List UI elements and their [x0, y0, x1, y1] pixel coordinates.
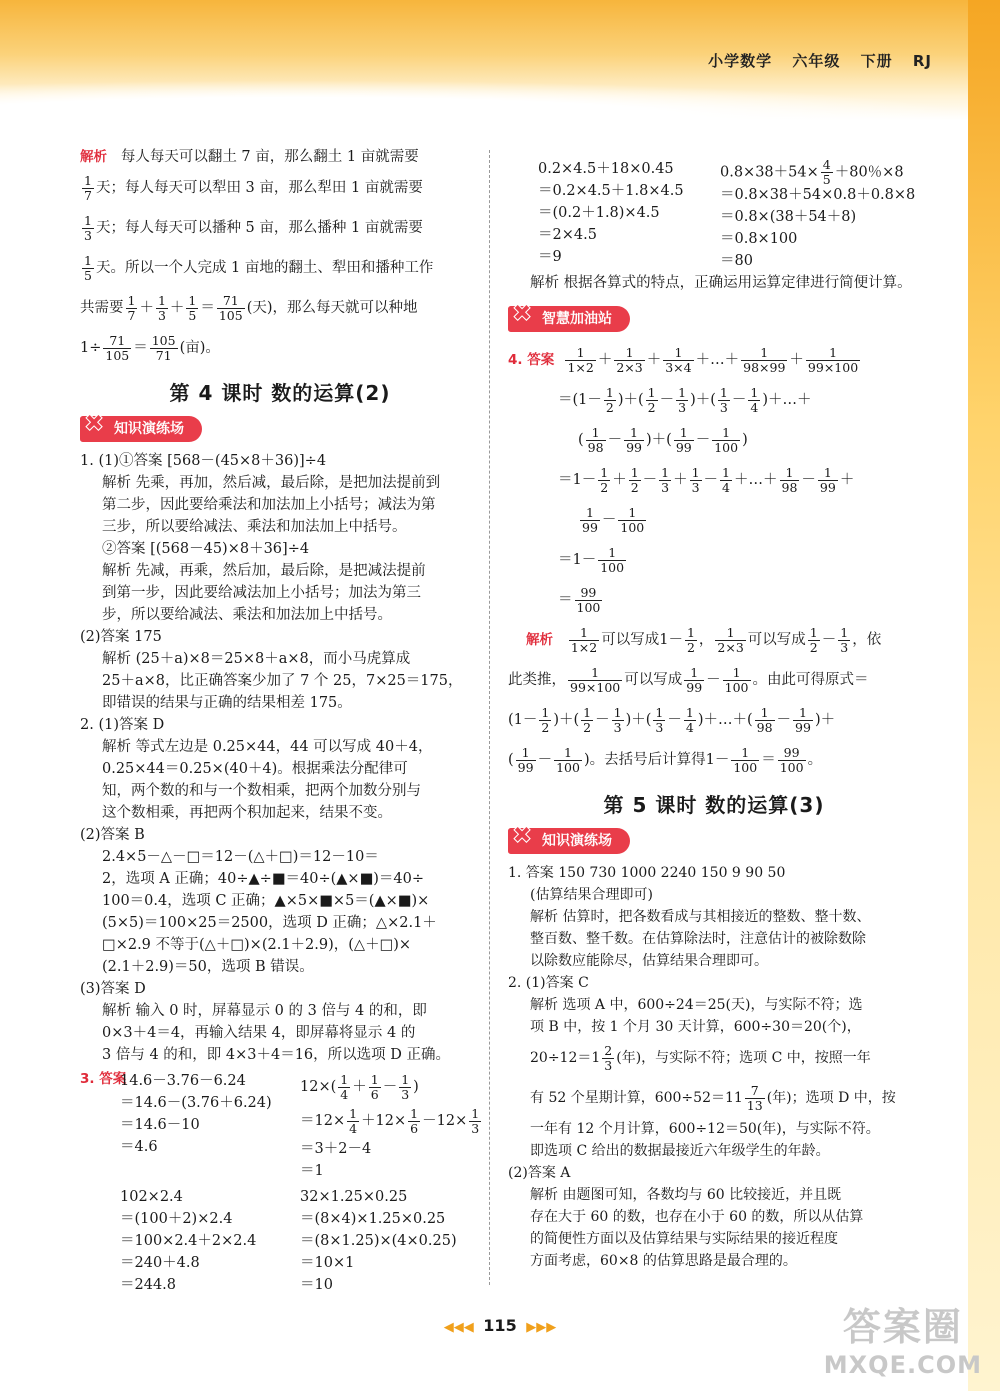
header-grade: 六年级: [792, 52, 841, 70]
q-line: 20÷12＝1 $\frac{2}{3}$ (年)，与实际不符；选项 C 中，按照一年: [530, 1042, 871, 1073]
note-text: 可以写成: [624, 672, 683, 688]
q-line: (2)答案 A: [508, 1165, 571, 1181]
q-line: 步，所以要给减法、乘法和加法加上中括号。: [102, 607, 392, 623]
q-line: (3)答案 D: [80, 981, 146, 997]
calc-line: 102×2.4: [120, 1189, 183, 1205]
q-line: 以除数应能除尽，估算结果合理即可。: [530, 953, 768, 969]
note-text: 。由此可得原式＝: [752, 672, 869, 688]
q-line: □×2.9 不等于(△＋□)×(2.1＋2.9)，(△＋□)×: [102, 937, 412, 953]
q-line: 第二步，因此要给乘法和加法加上小括号；减法为第: [102, 497, 436, 513]
calc-line: ＝10×1: [300, 1255, 355, 1271]
header-subject: 小学数学: [708, 52, 773, 70]
q-line: 1. (1)①答案 [568－(45×8＋36)]÷4: [80, 453, 327, 469]
calc-line: ＝14.6－10: [120, 1117, 200, 1133]
question-1: [80, 450, 480, 714]
calc-line: ＝0.2×4.5＋1.8×4.5: [538, 183, 684, 199]
note-text: 可以写成: [601, 632, 660, 648]
intro-line: $\frac{1}{5}$ 天。所以一个人完成 1 亩地的翻土、犁田和播种工作: [84, 252, 434, 283]
q-line: 解析 (25＋a)×8＝25×8＋a×8，而小马虎算成: [102, 651, 411, 667]
calc-line: 32×1.25×0.25: [300, 1189, 408, 1205]
calc-line: ＝12×: [300, 1113, 346, 1129]
q-line: 有 52 个星期计算，600÷52＝11 $\frac{7}{13}$ (年)；选项 D 中，按: [530, 1082, 896, 1113]
q-line: 项 B 中，按 1 个月 30 天计算，600÷30＝20(个)，: [530, 1019, 861, 1035]
q-line: 2，选项 A 正确；40÷▲÷■＝40÷(▲×■)＝40÷: [102, 871, 425, 887]
star-icon: ✖: [84, 409, 105, 437]
q-line: 解析 先乘，再加，然后减，最后除，是把加法提前到: [102, 475, 441, 491]
book-header: [694, 50, 932, 71]
calc-line: ＝10: [300, 1277, 333, 1293]
column-divider: [489, 150, 490, 1285]
intro-line: $\frac{1}{7}$ 天；每人每天可以犁田 3 亩，那么犁田 1 亩就需要: [84, 172, 423, 203]
intro-line: 解析 每人每天可以翻土 7 亩，那么翻土 1 亩就需要: [80, 149, 419, 165]
q-line: 解析 先减，再乘，然后加，最后除，是把减法提前: [102, 563, 426, 579]
calc-line: ＝0.8×38＋54×0.8＋0.8×8: [720, 187, 916, 203]
q-line: (2)答案 175: [80, 629, 162, 645]
calc-line: ＝(0.2＋1.8)×4.5: [538, 205, 660, 221]
next-arrows-icon: ▶▶▶: [526, 1320, 557, 1335]
calc-line: ＋80％×8: [834, 164, 904, 181]
header-edition: RJ: [912, 52, 932, 70]
intro-line: $\frac{1}{3}$ 天；每人每天可以播种 5 亩，那么播种 1 亩就需要: [84, 212, 423, 243]
watermark-url: MXQE.COM: [823, 1351, 982, 1379]
q-line: 0.25×44＝0.25×(40＋4)。根据乘法分配律可: [102, 761, 408, 777]
intro-line: 共需要 $\frac{1}{7}$ ＋ $\frac{1}{3}$ ＋ $\frac{1}{5}$ ＝ $\frac{71}{105}$ (天)，那么每天就可以种地: [80, 292, 418, 323]
jiexi-label: 解析: [526, 632, 553, 648]
calc-line: ＝1: [300, 1163, 324, 1179]
q-line: 三步，所以要给减法、乘法和加法加上中括号。: [102, 519, 407, 535]
star-icon: ✖: [512, 299, 533, 327]
note-text: 可以写成: [747, 632, 806, 648]
note-text: 。去括号后计算得: [589, 752, 706, 768]
calc-line: ＝244.8: [120, 1277, 177, 1293]
prev-arrows-icon: ◀◀◀: [443, 1320, 474, 1335]
calc-block: [120, 1186, 270, 1296]
watermark: [824, 1296, 982, 1379]
question-2: [80, 714, 480, 1066]
calc-line: ＝9: [538, 249, 562, 265]
calc-line: ＝(8×4)×1.25×0.25: [300, 1211, 446, 1227]
q-line: 2.4×5－△－□＝12－(△＋□)＝12－10＝: [102, 849, 379, 865]
calc-block: 0.8×38＋54× $\frac{4}{5}$ ＋80％×8 ＝0.8×38＋54×0.8＋0.8×8 ＝0.8×(38＋54＋8) ＝0.8×100 ＝80: [720, 158, 915, 272]
q-line: 解析 估算时，把各数看成与其相接近的整数、整十数、: [530, 909, 871, 925]
q-line: 解析 输入 0 时，屏幕显示 0 的 3 倍与 4 的和，即: [102, 1003, 427, 1019]
calc-block: [538, 158, 690, 272]
lesson-title: 第 5 课时 数的运算(3): [603, 793, 825, 817]
q-line: 100＝0.4，选项 C 正确；▲×5×■×5＝(▲×■)×: [102, 893, 430, 909]
calc-line: ＝100×2.4＋2×2.4: [120, 1233, 257, 1249]
q-line: (2)答案 B: [80, 827, 145, 843]
calc-line: 0.2×4.5＋18×0.45: [538, 161, 674, 177]
q-line: 即错误的结果与正确的结果相差 175。: [102, 695, 352, 711]
q-line: 3 倍与 4 的和，即 4×3＋4＝16，所以选项 D 正确。: [102, 1047, 451, 1063]
header-volume: 下册: [860, 52, 893, 70]
q-label: 3. 答案: [80, 1071, 127, 1087]
q-line: 即选项 C 给出的数据最接近六年级学生的年龄。: [530, 1143, 830, 1159]
question-5: [508, 862, 920, 1272]
calc-line: ＝0.8×(38＋54＋8): [720, 209, 857, 225]
q-line: 方面考虑，60×8 的估算思路是最合理的。: [530, 1253, 797, 1269]
q-line: 到第一步，因此要给减法加上小括号；加法为第三: [102, 585, 421, 601]
q-line: 2. (1)答案 D: [80, 717, 165, 733]
q-line: (5×5)＝100×25＝2500，选项 D 正确；△×2.1＋: [102, 915, 437, 931]
calc-line: 12×: [300, 1079, 331, 1095]
q-line: 知，两个数的和与一个数相乘，把两个加数分别与: [102, 783, 421, 799]
watermark-title: 答案圈: [842, 1305, 963, 1349]
q-line: 0×3＋4＝4，再输入结果 4，即屏幕将显示 4 的: [102, 1025, 416, 1041]
section-tag: ✖ 智慧加油站: [508, 306, 630, 332]
note-text: 此类推，: [508, 672, 566, 688]
calc-line: ＝0.8×100: [720, 231, 798, 247]
calc-line: ＝80: [720, 253, 753, 269]
q-line: 解析 由题图可知，各数均与 60 比较接近，并且既: [530, 1187, 842, 1203]
calc-line: ＝4.6: [120, 1139, 158, 1155]
calc-note: 解析 根据各算式的特点，正确运用运算定律进行简便计算。: [530, 275, 912, 291]
calc-line: ＝(100＋2)×2.4: [120, 1211, 233, 1227]
intro-line: 1÷ $\frac{71}{105}$ ＝ $\frac{105}{71}$ (亩)。: [80, 332, 220, 363]
q-line: (估算结果合理即可): [530, 887, 653, 903]
calc-line: ＝(8×1.25)×(4×0.25): [300, 1233, 457, 1249]
calc-line: 14.6－3.76－6.24: [120, 1073, 246, 1089]
q-line: 这个数相乘，再把两个积加起来，结果不变。: [102, 805, 392, 821]
q-line: ②答案 [(568－45)×8＋36]÷4: [102, 541, 310, 557]
q-line: 存在大于 60 的数，也存在小于 60 的数，所以从估算: [530, 1209, 864, 1225]
q-line: 的简便性方面以及估算结果与实际结果的接近程度: [530, 1231, 838, 1247]
calc-block: [120, 1070, 270, 1182]
calc-line: ＝3＋2－4: [300, 1141, 372, 1157]
note-text: ，依: [852, 632, 882, 648]
q-label: 4. 答案: [508, 352, 555, 368]
star-icon: ✖: [512, 821, 533, 849]
lesson-title: 第 4 课时 数的运算(2): [169, 381, 391, 405]
q-line: 2. (1)答案 C: [508, 975, 589, 991]
question-3: [80, 1068, 480, 1296]
calc-line: 0.8×38＋54×: [720, 164, 819, 181]
side-band: [968, 0, 1000, 1391]
q-line: 整百数、整千数。在估算除法时，注意估计的被除数除: [530, 931, 866, 947]
calc-block: 12×( $\frac{1}{4}$ ＋ $\frac{1}{6}$ － $\frac{1}{3}$ ) ＝12× $\frac{1}{4}$ ＋12× $\frac{1}{6}$ －12× $\frac{1}{3}$ ＝3＋2－4 ＝1: [300, 1070, 483, 1182]
section-tag: ✖ 知识演练场: [80, 416, 202, 442]
q-line: (2.1＋2.9)＝50，选项 B 错误。: [102, 959, 314, 975]
q-line: 解析 选项 A 中，600÷24＝25(天)，与实际不符；选: [530, 997, 863, 1013]
calc-line: ＝2×4.5: [538, 227, 597, 243]
calc-line: ＝240＋4.8: [120, 1255, 200, 1271]
q-line: 25＋a×8，比正确答案少加了 7 个 25，7×25＝175，: [102, 673, 463, 689]
section-tag: ✖ 知识演练场: [508, 828, 630, 854]
left-column: [80, 146, 480, 1296]
calc-block: [300, 1186, 457, 1296]
right-column: [508, 158, 920, 1272]
page-number: 115: [483, 1316, 517, 1335]
q-line: 1. 答案 150 730 1000 2240 150 9 90 50: [508, 865, 786, 881]
q-line: 一年有 12 个月计算，600÷12＝50(年)，与实际不符。: [530, 1121, 880, 1137]
q-line: 解析 等式左边是 0.25×44，44 可以写成 40＋4，: [102, 739, 433, 755]
question-4: 4. 答案 $\frac{1}{1\times 2}$ ＋ $\frac{1}{2\times 3}$ ＋ $\frac{1}{3\times 4}$ ＋…＋ $\frac{1}{98\times 99}$ ＋ $\frac{1}{99\times 100}$ ＝(1－ $\frac{1}{2}$ )＋( $\frac{1}{2}$ － $\frac{1}{3}$ )＋( $\frac{1}{3}$ － $\frac{1}{4}$ )＋…＋ ( $\frac{1}{98}$ － $\frac{1}{99}$ )＋( $\frac{1}{99}$ － $\frac{1}{100}$ ) ＝1－ $\frac{1}{2}$ ＋ $\frac{1}{2}$ － $\frac{1}{3}$ ＋ $\frac{1}{3}$ － $\frac{1}{4}$ ＋…＋ $\frac{1}{98}$ － $\frac{1}{99}$ ＋ $\frac{1}{99}$ － $\frac{1}{100}$ ＝1－ $\frac{1}{100}$ ＝ $\frac{99}{100}$ 解析 $\frac{1}{1\times 2}$ 可以写成1－ $\frac{1}{2}$ ， $\frac{1}{2\times 3}$ 可以写成 $\frac{1}{2}$ － $\frac{1}{3}$ ，依 此类推， $\frac{1}{99\times 100}$ 可以写成 $\frac{1}{99}$ － $\frac{1}{100}$ 。由此可得原式＝ (1－ $\frac{1}{2}$ )＋( $\frac{1}{2}$ － $\frac{1}{3}$ )＋( $\frac{1}{3}$ － $\frac{1}{4}$ )＋…＋( $\frac{1}{98}$ － $\frac{1}{99}$ )＋ ( $\frac{1}{99}$ － $\frac{1}{100}$ )。去括号后计算得1－ $\frac{1}{100}$ ＝ $\frac{99}{100}$ 。: [508, 344, 882, 775]
calc-line: ＝14.6－(3.76＋6.24): [120, 1095, 272, 1111]
